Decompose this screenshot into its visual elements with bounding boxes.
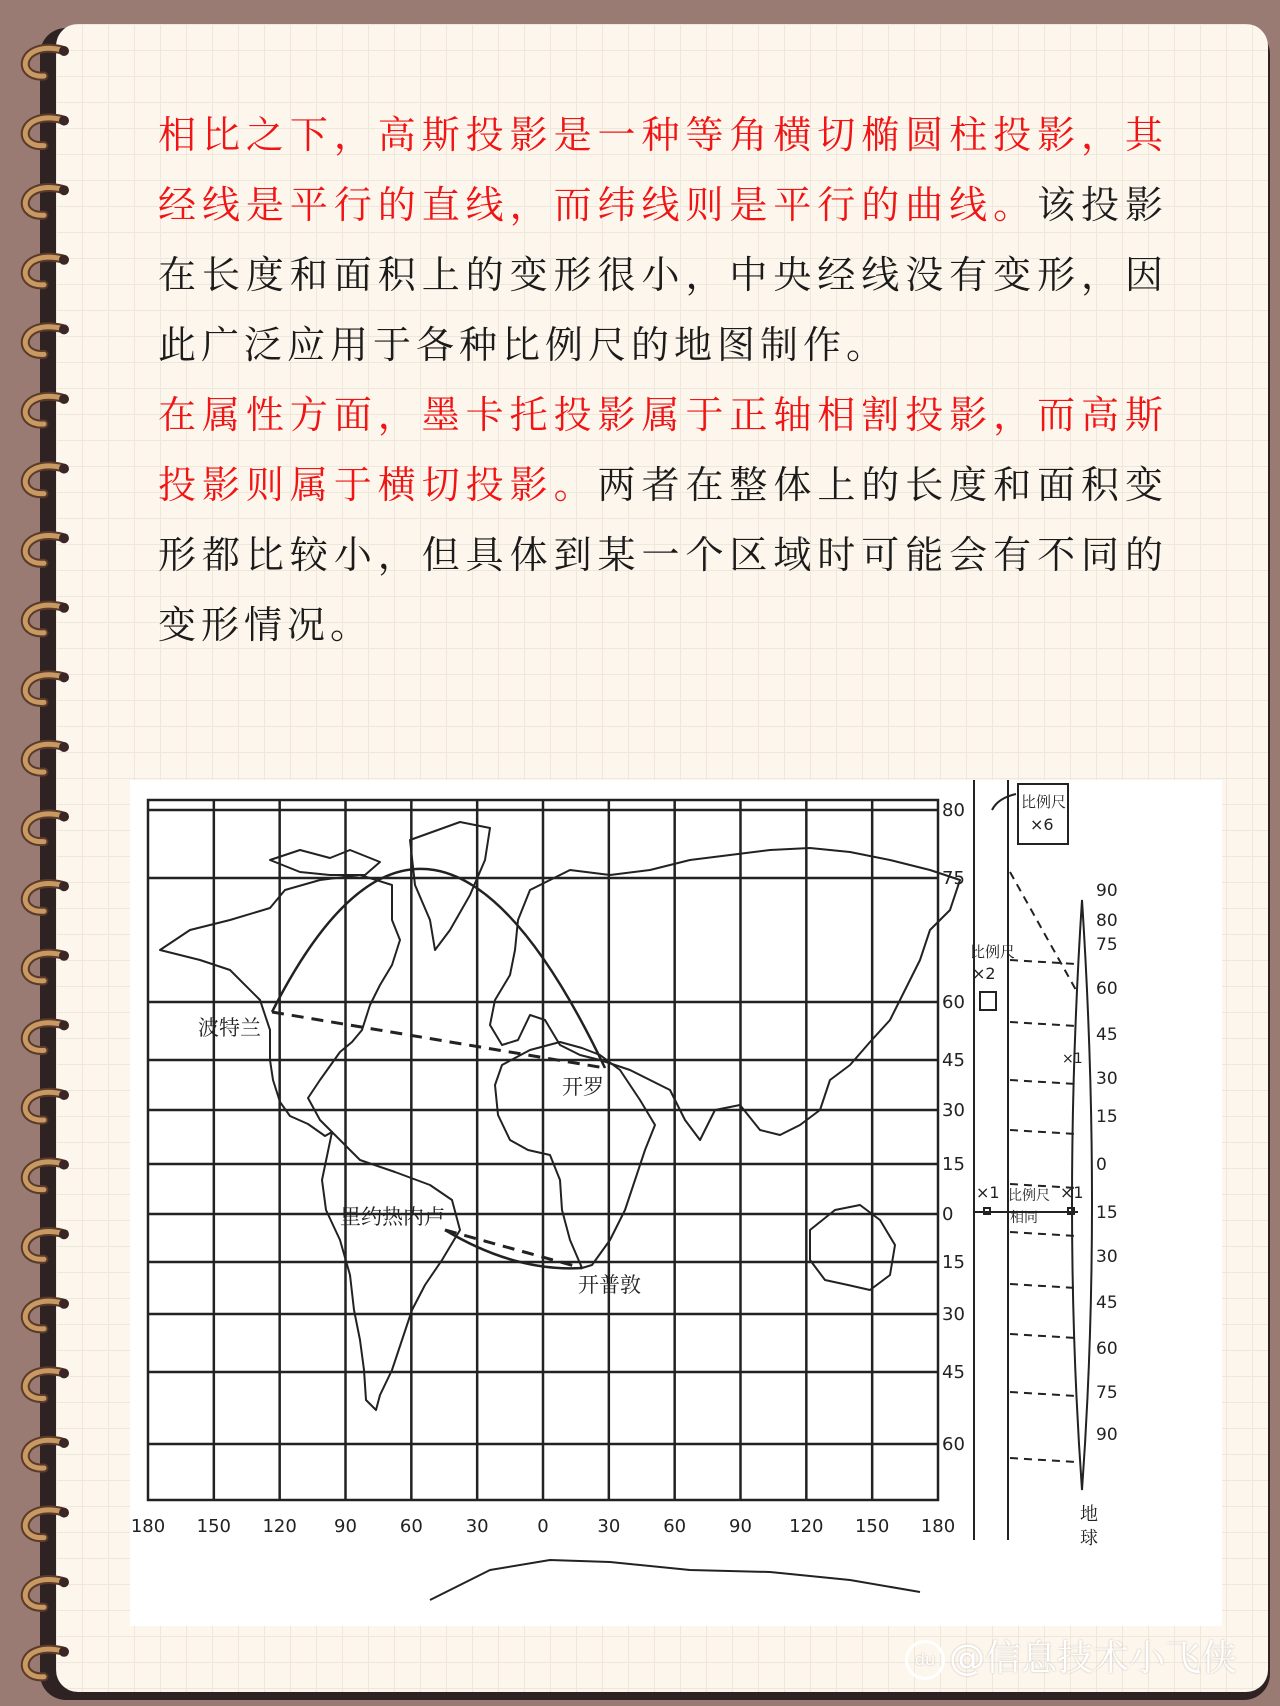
scale-x2-value: ×2	[972, 964, 996, 983]
globe-latitude-label: 80	[1096, 911, 1118, 931]
watermark	[905, 1630, 1237, 1681]
globe-latitude-label: 60	[1096, 1339, 1118, 1359]
arctic-islands-outline	[270, 850, 380, 875]
scale-x1-right-label: ×1	[1060, 1183, 1084, 1202]
globe-label-char-2: 球	[1080, 1528, 1098, 1549]
longitude-label: 30	[597, 1516, 621, 1537]
mercator-map-figure	[130, 780, 1222, 1626]
latitude-label: 75	[942, 868, 965, 889]
scale-same-value: 相同	[1010, 1210, 1038, 1226]
longitude-label: 150	[854, 1516, 890, 1537]
latitude-label: 45	[942, 1050, 965, 1071]
eurasia-outline	[490, 848, 960, 1140]
city-cairo: 开罗	[562, 1075, 604, 1099]
longitude-label: 60	[399, 1516, 423, 1537]
paragraph-1-normal: 该投影在长度和面积上的变形很小，中央经线没有变形，因此广泛应用于各种比例尺的地图制作。	[158, 183, 1168, 367]
paragraph-2-normal: 两者在整体上的长度和面积变形都比较小，但具体到某一个区域时可能会有不同的变形情况。	[158, 463, 1168, 647]
longitude-label: 150	[196, 1516, 232, 1537]
paragraph-2	[158, 380, 1168, 660]
globe-latitude-label: 45	[1096, 1293, 1118, 1313]
longitude-label: 120	[262, 1516, 297, 1537]
latitude-label: 30	[942, 1304, 965, 1325]
city-capetown: 开普敦	[578, 1273, 641, 1297]
longitude-label: 90	[729, 1516, 752, 1537]
antarctica-outline	[430, 1560, 920, 1600]
latitude-label: 60	[942, 1434, 965, 1455]
latitude-label: 0	[942, 1204, 954, 1225]
longitude-label: 60	[663, 1516, 687, 1537]
scale-x6-label: 比例尺	[1021, 793, 1067, 811]
globe-latitude-label: 90	[1096, 1425, 1118, 1445]
longitude-labels	[131, 1516, 955, 1537]
latitude-label: 45	[942, 1362, 965, 1383]
globe-latitude-label: 60	[1096, 979, 1118, 999]
globe-latitude-labels	[1096, 881, 1118, 1445]
latitude-label: 30	[942, 1100, 965, 1121]
latitude-label: 15	[942, 1252, 965, 1273]
globe-latitude-label: 15	[1096, 1203, 1118, 1223]
globe-latitude-label: 15	[1096, 1107, 1118, 1127]
latitude-label: 15	[942, 1154, 965, 1175]
longitude-label: 180	[130, 1516, 166, 1537]
globe-latitude-label: 75	[1096, 1383, 1118, 1403]
australia-outline	[810, 1205, 895, 1290]
longitude-label: 180	[920, 1516, 956, 1537]
longitude-label: 120	[789, 1516, 824, 1537]
latitude-label: 60	[942, 992, 965, 1013]
scale-x1-globe-label: ×1	[1062, 1051, 1083, 1067]
map-grid	[148, 800, 938, 1500]
scale-comparison-panel	[970, 780, 1118, 1549]
paragraph-2-highlight: 在属性方面，墨卡托投影属于正轴相割投影，而高斯投影则属于横切投影。	[158, 393, 1168, 507]
globe-latitude-label: 75	[1096, 935, 1118, 955]
scale-x1-left-label: ×1	[976, 1183, 1000, 1202]
longitude-label: 90	[334, 1516, 357, 1537]
longitude-label: 30	[465, 1516, 489, 1537]
city-labels	[198, 1016, 641, 1297]
paragraph-1	[158, 100, 1168, 380]
globe-latitude-label: 30	[1096, 1069, 1118, 1089]
globe-latitude-label: 0	[1096, 1155, 1107, 1175]
latitude-label: 80	[942, 800, 965, 821]
article-text	[158, 100, 1168, 660]
globe-latitude-label: 90	[1096, 881, 1118, 901]
baidu-logo: du	[905, 1640, 945, 1680]
watermark-text: @信息技术小飞侠	[949, 1638, 1238, 1679]
scale-x2-label: 比例尺	[970, 943, 1016, 961]
south-america-outline	[322, 1132, 460, 1410]
longitude-label: 0	[537, 1516, 549, 1537]
scale-same-label: 比例尺	[1008, 1188, 1050, 1204]
city-portland: 波特兰	[198, 1016, 261, 1040]
city-rio: 里约热内卢	[340, 1205, 445, 1229]
scale-x6-value: ×6	[1030, 815, 1054, 834]
globe-label-char-1: 地	[1080, 1504, 1098, 1525]
paragraph-1-highlight: 相比之下，高斯投影是一种等角横切椭圆柱投影，其经线是平行的直线，而纬线则是平行的曲线。	[158, 113, 1168, 227]
globe-latitude-label: 45	[1096, 1025, 1118, 1045]
globe-latitude-label: 30	[1096, 1247, 1118, 1267]
